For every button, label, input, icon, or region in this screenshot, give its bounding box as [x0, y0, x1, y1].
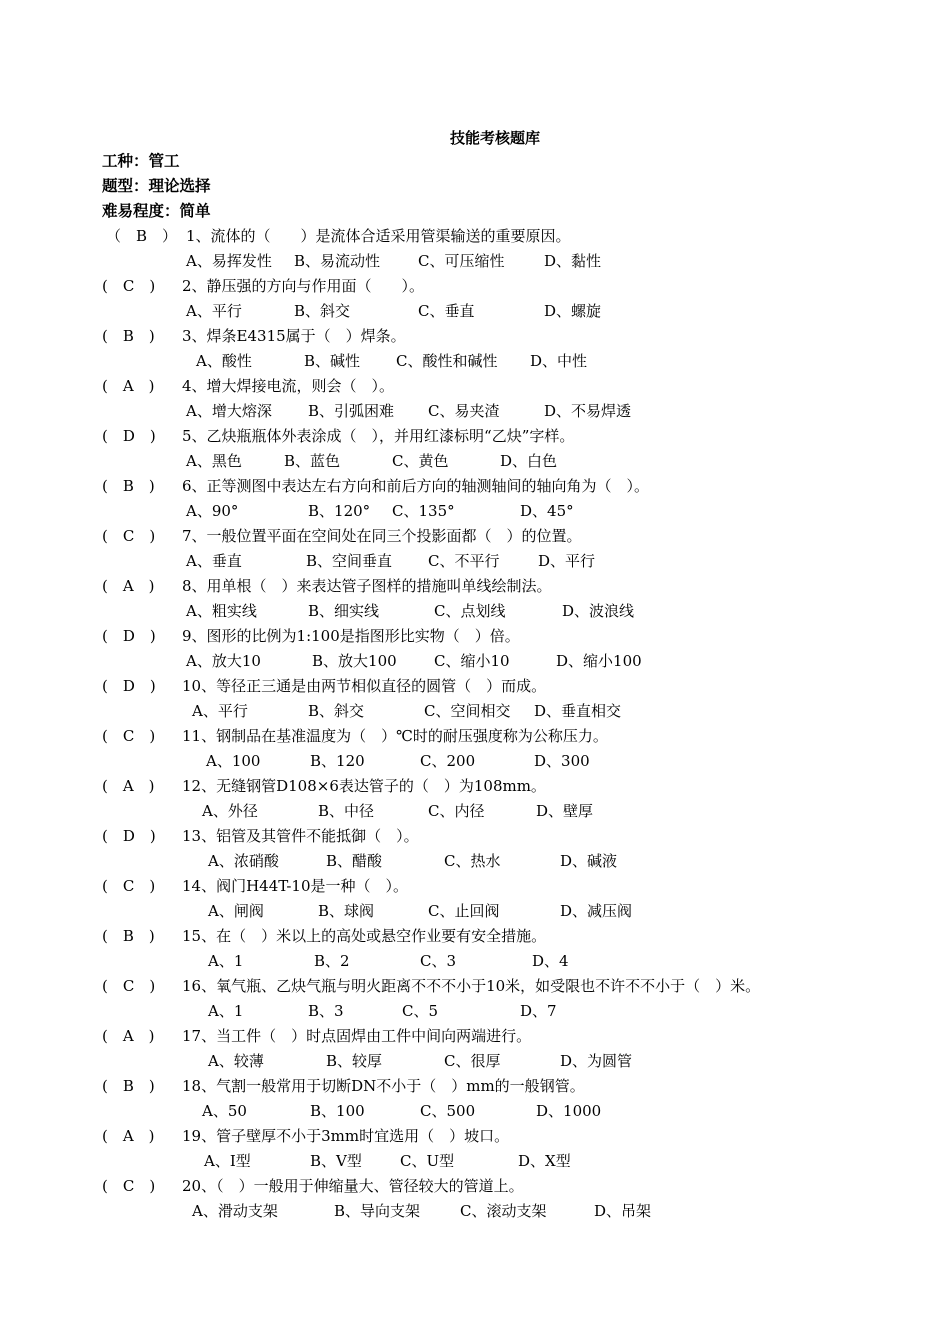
- option-b: B、空间垂直: [306, 552, 393, 570]
- question-text: 7、一般位置平面在空间处在同三个投影面都（ ）的位置。: [182, 527, 582, 545]
- option-c: C、135°: [392, 502, 455, 520]
- option-b: B、120°: [308, 502, 371, 520]
- option-b: B、2: [314, 952, 350, 970]
- option-a: A、1: [208, 952, 244, 970]
- option-d: D、波浪线: [562, 602, 635, 620]
- options-row: [102, 349, 942, 374]
- answer-marker: ( C ): [102, 527, 156, 545]
- option-b: B、100: [310, 1102, 365, 1120]
- option-c: C、垂直: [418, 302, 475, 320]
- options-row: [102, 799, 942, 824]
- question-text: 5、乙炔瓶瓶体外表涂成（ ），并用红漆标明“乙炔”字样。: [182, 427, 575, 445]
- question-text: 6、正等测图中表达左右方向和前后方向的轴测轴间的轴向角为（ ）。: [182, 477, 650, 495]
- option-a: A、黑色: [186, 452, 242, 470]
- option-c: C、内径: [428, 802, 485, 820]
- option-c: C、黄色: [392, 452, 449, 470]
- option-a: A、闸阀: [208, 902, 264, 920]
- option-b: B、3: [308, 1002, 344, 1020]
- option-b: B、120: [310, 752, 365, 770]
- option-d: D、1000: [536, 1102, 602, 1120]
- question-text: 11、钢制品在基准温度为（ ）℃时的耐压强度称为公称压力。: [182, 727, 608, 745]
- option-d: D、缩小100: [556, 652, 642, 670]
- option-c: C、3: [420, 952, 457, 970]
- answer-marker: ( B ): [102, 1077, 155, 1095]
- option-d: D、不易焊透: [544, 402, 632, 420]
- question-text: 2、静压强的方向与作用面（ ）。: [182, 277, 425, 295]
- option-c: C、滚动支架: [460, 1202, 547, 1220]
- question-text: 13、铝管及其管件不能抵御（ ）。: [182, 827, 419, 845]
- answer-marker: ( B ): [102, 327, 155, 345]
- answer-marker: ( D ): [102, 827, 156, 845]
- option-b: B、碱性: [304, 352, 361, 370]
- question-line: [102, 724, 942, 749]
- option-c: C、易夹渣: [428, 402, 500, 420]
- option-a: A、粗实线: [186, 602, 257, 620]
- options-row: [102, 1149, 942, 1174]
- document-title: 技能考核题库: [449, 129, 540, 147]
- option-d: D、平行: [538, 552, 596, 570]
- answer-marker: （ B ）: [106, 227, 178, 245]
- option-d: D、壁厚: [536, 802, 594, 820]
- answer-marker: ( C ): [102, 277, 156, 295]
- option-d: D、300: [534, 752, 590, 770]
- question-text: 4、增大焊接电流，则会（ ）。: [182, 377, 395, 395]
- question-text: 18、气割一般常用于切断DN不小于（ ）mm的一般钢管。: [182, 1077, 585, 1095]
- question-line: [102, 874, 942, 899]
- option-c: C、500: [420, 1102, 476, 1120]
- question-line: [102, 524, 942, 549]
- option-a: A、较薄: [208, 1052, 264, 1070]
- answer-marker: ( C ): [102, 727, 156, 745]
- option-d: D、黏性: [544, 252, 602, 270]
- question-line: [102, 674, 942, 699]
- option-d: D、4: [532, 952, 569, 970]
- option-a: A、放大10: [186, 652, 261, 670]
- question-line: [102, 1124, 942, 1149]
- options-row: [102, 499, 942, 524]
- question-line: [102, 1174, 942, 1199]
- question-text: 20、（ ）一般用于伸缩量大、管径较大的管道上。: [182, 1177, 524, 1195]
- answer-marker: ( D ): [102, 677, 156, 695]
- question-text: 17、当工件（ ）时点固焊由工件中间向两端进行。: [182, 1027, 532, 1045]
- option-b: B、引弧困难: [308, 402, 395, 420]
- question-text: 19、管子壁厚不小于3mm时宜选用（ ）坡口。: [182, 1127, 510, 1145]
- option-c: C、点划线: [434, 602, 506, 620]
- question-text: 16、氧气瓶、乙炔气瓶与明火距离不不不小于10米，如受限也不许不不小于（ ）米。: [182, 977, 761, 995]
- work-type: 工种：管工: [102, 152, 180, 170]
- options-row: [102, 449, 942, 474]
- option-c: C、止回阀: [428, 902, 500, 920]
- option-a: A、1: [208, 1002, 244, 1020]
- document-meta: [102, 149, 211, 224]
- option-a: A、垂直: [186, 552, 242, 570]
- question-text: 15、在（ ）米以上的高处或悬空作业要有安全措施。: [182, 927, 547, 945]
- option-a: A、增大熔深: [186, 402, 272, 420]
- options-row: [102, 949, 942, 974]
- option-c: C、空间相交: [424, 702, 511, 720]
- option-c: C、200: [420, 752, 476, 770]
- question-line: [102, 924, 942, 949]
- difficulty-level: 难易程度：简单: [102, 202, 211, 220]
- option-d: D、吊架: [594, 1202, 652, 1220]
- option-b: B、中径: [318, 802, 375, 820]
- option-a: A、易挥发性: [186, 252, 272, 270]
- option-d: D、碱液: [560, 852, 618, 870]
- question-line: [102, 824, 942, 849]
- question-line: [102, 224, 942, 249]
- answer-marker: ( C ): [102, 877, 156, 895]
- question-text: 12、无缝钢管D108×6表达管子的（ ）为108mm。: [182, 777, 546, 795]
- option-d: D、为圆管: [560, 1052, 633, 1070]
- option-d: D、螺旋: [544, 302, 602, 320]
- option-a: A、平行: [186, 302, 242, 320]
- option-b: B、细实线: [308, 602, 380, 620]
- answer-marker: ( C ): [102, 977, 156, 995]
- option-a: A、外径: [202, 802, 258, 820]
- question-line: [102, 1024, 942, 1049]
- option-b: B、较厚: [326, 1052, 383, 1070]
- question-line: [102, 974, 942, 999]
- answer-marker: ( D ): [102, 427, 156, 445]
- options-row: [102, 749, 942, 774]
- options-row: [102, 399, 942, 424]
- question-type: 题型：理论选择: [102, 177, 211, 195]
- option-b: B、蓝色: [284, 452, 341, 470]
- option-b: B、导向支架: [334, 1202, 421, 1220]
- option-b: B、球阀: [318, 902, 375, 920]
- option-d: D、中性: [530, 352, 588, 370]
- question-line: [102, 624, 942, 649]
- answer-marker: ( A ): [102, 1127, 155, 1145]
- option-c: C、热水: [444, 852, 501, 870]
- options-row: [102, 299, 942, 324]
- options-row: [102, 899, 942, 924]
- options-row: [102, 849, 942, 874]
- option-d: D、7: [520, 1002, 557, 1020]
- option-a: A、滑动支架: [192, 1202, 278, 1220]
- question-line: [102, 474, 942, 499]
- option-b: B、醋酸: [326, 852, 383, 870]
- option-d: D、白色: [500, 452, 558, 470]
- option-a: A、90°: [186, 502, 239, 520]
- option-b: B、斜交: [294, 302, 351, 320]
- option-d: D、垂直相交: [534, 702, 622, 720]
- question-text: 3、焊条E4315属于（ ）焊条。: [182, 327, 406, 345]
- answer-marker: ( B ): [102, 927, 155, 945]
- answer-marker: ( D ): [102, 627, 156, 645]
- question-line: [102, 424, 942, 449]
- options-row: [102, 649, 942, 674]
- option-c: C、5: [402, 1002, 439, 1020]
- options-row: [102, 549, 942, 574]
- question-line: [102, 374, 942, 399]
- option-a: A、100: [206, 752, 261, 770]
- option-d: D、45°: [520, 502, 574, 520]
- question-text: 1、流体的（ ）是流体合适采用管渠输送的重要原因。: [186, 227, 571, 245]
- question-line: [102, 1074, 942, 1099]
- option-d: D、减压阀: [560, 902, 633, 920]
- question-text: 8、用单根（ ）来表达管子图样的措施叫单线绘制法。: [182, 577, 552, 595]
- options-row: [102, 249, 942, 274]
- option-c: C、酸性和碱性: [396, 352, 498, 370]
- answer-marker: ( C ): [102, 1177, 156, 1195]
- option-a: A、浓硝酸: [208, 852, 279, 870]
- question-text: 14、阀门H44T-10是一种（ ）。: [182, 877, 408, 895]
- question-text: 9、图形的比例为1:100是指图形比实物（ ）倍。: [182, 627, 520, 645]
- options-row: [102, 1049, 942, 1074]
- answer-marker: ( A ): [102, 577, 155, 595]
- option-b: B、放大100: [312, 652, 397, 670]
- answer-marker: ( B ): [102, 477, 155, 495]
- option-a: A、I型: [204, 1152, 251, 1170]
- answer-marker: ( A ): [102, 777, 155, 795]
- option-c: C、U型: [400, 1152, 455, 1170]
- question-line: [102, 574, 942, 599]
- answer-marker: ( A ): [102, 377, 155, 395]
- options-row: [102, 699, 942, 724]
- options-row: [102, 599, 942, 624]
- options-row: [102, 1199, 942, 1224]
- question-text: 10、等径正三通是由两节相似直径的圆管（ ）而成。: [182, 677, 547, 695]
- option-b: B、易流动性: [294, 252, 381, 270]
- options-row: [102, 999, 942, 1024]
- option-c: C、很厚: [444, 1052, 501, 1070]
- answer-marker: ( A ): [102, 1027, 155, 1045]
- option-c: C、缩小10: [434, 652, 510, 670]
- option-a: A、酸性: [196, 352, 252, 370]
- question-line: [102, 274, 942, 299]
- options-row: [102, 1099, 942, 1124]
- question-list: [102, 224, 942, 1224]
- option-d: D、X型: [518, 1152, 571, 1170]
- question-line: [102, 324, 942, 349]
- question-line: [102, 774, 942, 799]
- option-c: C、可压缩性: [418, 252, 505, 270]
- option-a: A、平行: [192, 702, 248, 720]
- option-b: B、斜交: [308, 702, 365, 720]
- option-c: C、不平行: [428, 552, 500, 570]
- option-b: B、V型: [310, 1152, 362, 1170]
- option-a: A、50: [202, 1102, 247, 1120]
